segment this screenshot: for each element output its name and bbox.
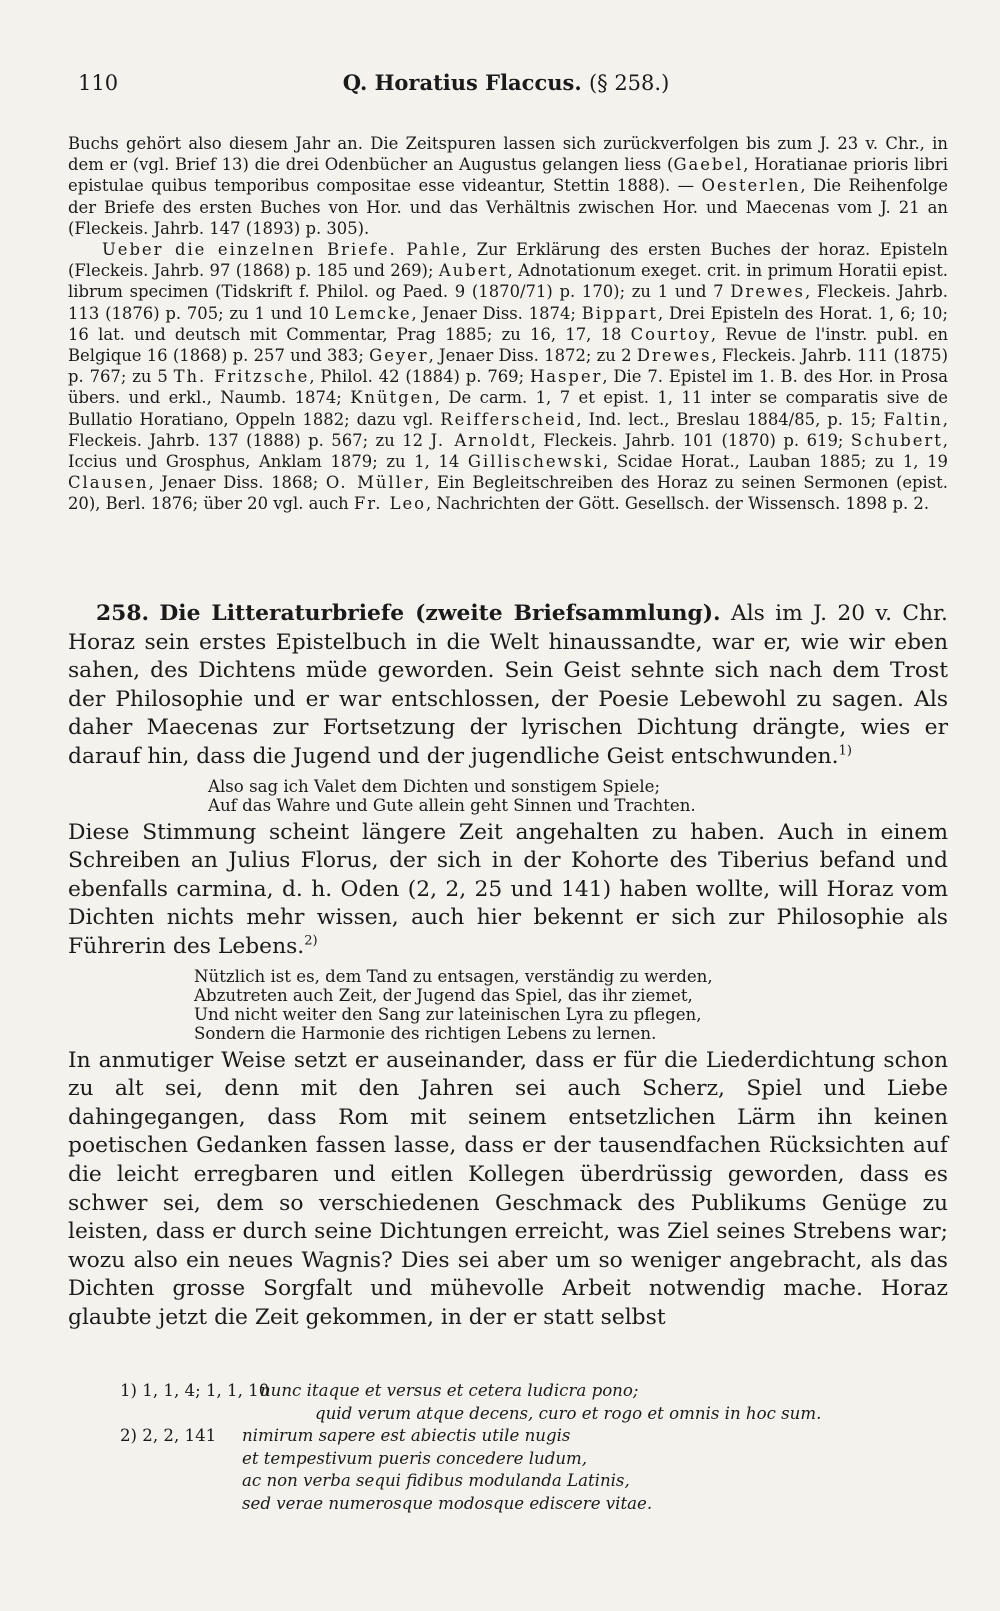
verse-quote-1 [208,777,948,815]
section-heading: Die Litteraturbriefe (zweite Briefsammlung). [159,601,721,626]
footnote-2-line: ac non verba sequi fidibus modulanda Latinis, [242,1471,630,1490]
verse-line: Also sag ich Valet dem Dichten und sonstigem Spiele; [208,776,661,796]
section-258 [68,600,948,1332]
verse-line: Auf das Wahre und Gute allein geht Sinnen und Trachten. [208,795,696,815]
literature-paragraph-1: Buchs gehört also diesem Jahr an. Die Zeitspuren lassen sich zurückverfolgen bis zum J. 23 v. Chr., in dem er (vgl. Brief 13) die drei Odenbücher an Augustus gelangen liess (Gaebel, Horatianae prioris libri epistulae quibus temporibus compositae esse videantur, Stettin 1888). — Oesterlen, Die Reihenfolge der Briefe des ersten Buches von Hor. und das Verhältnis zwischen Hor. und Maecenas vom J. 21 an (Fleckeis. Jahrb. 147 (1893) p. 305). [68,134,948,238]
section-paragraph-1: 258. Die Litteraturbriefe (zweite Briefsammlung). Als im J. 20 v. Chr. Horaz sein erstes Epistelbuch in die Welt hinaussandte, war er, wie wir eben sahen, des Dichtens müde geworden. Sein Geist sehnte sich nach dem Trost der Philosophie und er war entschlossen, der Poesie Lebewohl zu sagen. Als daher Maecenas zur Fortsetzung der lyrischen Dichtung drängte, wies er darauf hin, dass die Jugend und der jugendliche Geist entschwunden.$^{1)}$ [68,601,948,769]
footnote-2 [120,1425,960,1448]
section-number: 258. [96,601,150,626]
footnote-1-continuation [120,1403,960,1426]
section-paragraph-3: In anmutiger Weise setzt er auseinander, dass er für die Liederdichtung schon zu alt sei, denn mit den Jahren sei auch Scherz, Spiel und Liebe dahingegangen, dass Rom mit seinem entsetzlichen Lärm ihn keinen poetischen Gedanken fassen lasse, dass er der tausendfachen Rücksichten auf die leicht erregbaren und eitlen Kollegen überdrüssig geworden, dass es schwer sei, dem so verschiedenen Geschmack des Publikums Genüge zu leisten, dass er durch seine Dichtungen erreicht, was Ziel seines Strebens war; wozu also ein neues Wagnis? Dies sei aber um so weniger angebracht, als das Dichten grosse Sorgfalt und mühevolle Arbeit notwendig mache. Horaz glaubte jetzt die Zeit gekommen, in der er statt selbst [68,1047,948,1330]
literature-paragraph-2: Ueber die einzelnen Briefe. Pahle, Zur Erklärung des ersten Buches der horaz. Episteln (Fleckeis. Jahrb. 97 (1868) p. 185 und 269); Aubert, Adnotationum exeget. crit. in primum Horatii epist. librum specimen (Tidskrift f. Philol. og Paed. 9 (1870/71) p. 170); zu 1 und 7 Drewes, Fleckeis. Jahrb. 113 (1876) p. 705; zu 1 und 10 Lemcke, Jenaer Diss. 1874; Bippart, Drei Episteln des Horat. 1, 6; 10; 16 lat. und deutsch mit Commentar, Prag 1885; zu 16, 17, 18 Courtoy, Revue de l'instr. publ. en Belgique 16 (1868) p. 257 und 383; Geyer, Jenaer Diss. 1872; zu 2 Drewes, Fleckeis. Jahrb. 111 (1875) p. 767; zu 5 Th. Fritzsche, Philol. 42 (1884) p. 769; Hasper, Die 7. Epistel im 1. B. des Hor. in Prosa übers. und erkl., Naumb. 1874; Knütgen, De carm. 1, 7 et epist. 1, 11 inter se comparatis sive de Bullatio Horatiano, Oppeln 1882; dazu vgl. Reifferscheid, Ind. lect., Breslau 1884/85, p. 15; Faltin, Fleckeis. Jahrb. 137 (1888) p. 567; zu 12 J. Arnoldt, Fleckeis. Jahrb. 101 (1870) p. 619; Schubert, Iccius und Grosphus, Anklam 1879; zu 1, 14 Gillischewski, Scidae Horat., Lauban 1885; zu 1, 19 Clausen, Jenaer Diss. 1868; O. Müller, Ein Begleitschreiben des Horaz zu seinen Sermonen (epist. 20), Berl. 1876; über 20 vgl. auch Fr. Leo, Nachrichten der Gött. Gesellsch. der Wissensch. 1898 p. 2. [68,240,949,514]
footnote-2-line: sed verae numerosque modosque ediscere vitae. [242,1493,653,1513]
footnote-2-line: nimirum sapere est abiectis utile nugis [242,1426,571,1445]
verse-line: Nützlich ist es, dem Tand zu entsagen, verständig zu werden, [194,966,713,986]
footnote-marker-1: 1) [838,743,852,759]
section-reference: (§ 258.) [588,71,670,95]
page-number: 110 [78,71,119,95]
footnote-1 [120,1380,960,1403]
verse-line: Und nicht weiter den Sang zur lateinischen Lyra zu pflegen, [194,1004,702,1024]
section-paragraph-2: Diese Stimmung scheint längere Zeit angehalten zu haben. Auch in einem Schreiben an Julius Florus, der sich in der Kohorte des Tiberius befand und ebenfalls carmina, d. h. Oden (2, 2, 25 und 141) haben wollte, will Horaz vom Dichten nichts mehr wissen, auch hier bekennt er sich zur Philosophie als Führerin des Lebens.$^{2)}$ [68,819,948,959]
footnote-1-line: quid verum atque decens, curo et rogo et omnis in hoc sum. [315,1403,822,1423]
page-header [78,70,954,95]
verse-line: Sondern die Harmonie des richtigen Lebens zu lernen. [194,1023,657,1043]
footnote-1-line: nunc itaque et versus et cetera ludicra pono; [260,1381,639,1400]
running-title: Q. Horatius Flaccus. (§ 258.) [342,70,670,95]
footnote-2-line: et tempestivum pueris concedere ludum, [242,1448,588,1468]
footnote-marker-2: 2) [304,933,318,949]
footnotes [120,1380,960,1515]
verse-line: Abzutreten auch Zeit, der Jugend das Spiel, das ihr ziemet, [194,985,693,1005]
footnote-1-reference: 1) 1, 1, 4; 1, 1, 10 [120,1381,270,1400]
footnote-2-reference: 2) 2, 2, 141 [120,1426,217,1445]
verse-quote-2 [194,967,948,1043]
literature-notes [68,133,948,515]
